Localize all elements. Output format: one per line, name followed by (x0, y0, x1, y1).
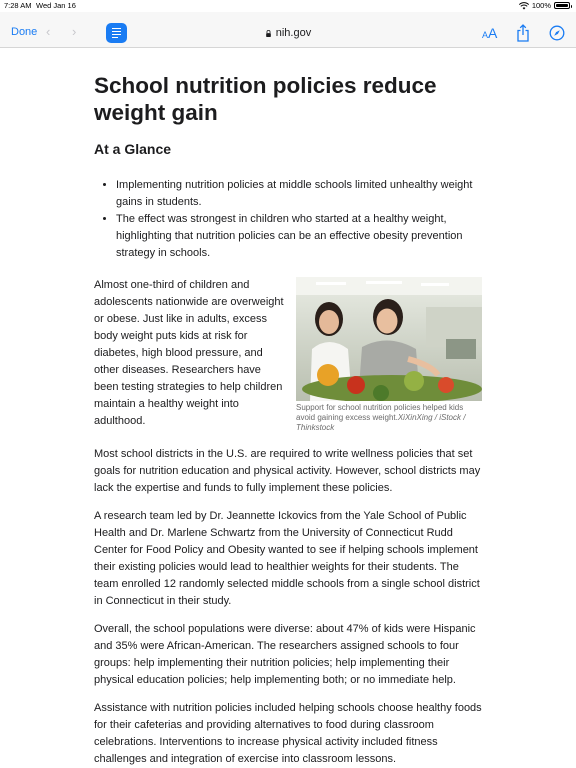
article (94, 72, 486, 768)
status-date: Wed Jan 16 (36, 1, 76, 10)
glance-list (94, 177, 486, 262)
intro-paragraph: Almost one-third of children and adolescents nationwide are overweight or obese. Just like in adults, excess body weight puts kids at risk for diabetes, high blood pressure, and other diseases. Researchers have been testing strategies to help children maintain a healthy weight into adulthood. (94, 279, 284, 427)
text-size-button[interactable] (482, 26, 497, 40)
photo-credit: XiXinXing / iStock / Thinkstock (296, 413, 466, 432)
article-title: School nutrition policies reduce weight gain (94, 73, 437, 125)
compass-icon[interactable] (549, 25, 565, 41)
list-item: • Implementing nutrition policies at middle schools limited unhealthy weight gains in students. (116, 177, 486, 211)
caption-text: Support for school nutrition policies helped kids avoid gaining excess weight. (296, 403, 464, 422)
aa-large-label: A (488, 25, 498, 41)
body-paragraph: Most school districts in the U.S. are required to write wellness policies that set goals for nutrition education and physical activity. However, school districts may lack the expertise and funds to fully implement these policies. (94, 448, 481, 494)
body-paragraph: Overall, the school populations were diverse: about 47% of kids were Hispanic and 35% were African-American. The researchers assigned schools to four groups: help implementing their nutrition policies; help implementing their physical education policies; help implementing both; or no immediate help. (94, 623, 476, 686)
body-paragraph: A research team led by Dr. Jeannette Ickovics from the Yale School of Public Health and Dr. Marlene Schwartz from the University of Connecticut Rudd Center for Food Policy and Obesity wanted to see if helping schools implement their existing policies would lead to healthier weights for their students. The team enrolled 12 randomly selected middle schools from a single school district in Connecticut in their study. (94, 510, 480, 607)
url-text: nih.gov (275, 27, 312, 39)
aa-small-label: A (482, 30, 489, 40)
forward-arrow-icon[interactable]: › (72, 24, 77, 39)
figure-caption (296, 403, 482, 433)
intro-section (94, 277, 486, 435)
body-paragraph: Assistance with nutrition policies included helping schools choose healthy foods for their cafeterias and providing alternatives to food during classroom celebrations. Interventions to increase physical activity included fitness challenges and integration of exercise into classroom lessons. (94, 702, 482, 765)
glance-heading: At a Glance (94, 141, 172, 157)
wifi-icon (519, 2, 529, 10)
done-button[interactable]: Done (11, 26, 38, 38)
article-figure (296, 277, 482, 433)
share-icon[interactable] (516, 24, 530, 42)
browser-toolbar (0, 12, 576, 48)
students-photo (296, 277, 482, 401)
status-time: 7:28 AM (4, 1, 32, 10)
battery-icon (554, 2, 570, 9)
lock-icon (265, 30, 272, 37)
back-arrow-icon[interactable]: ‹ (46, 24, 51, 39)
status-bar (0, 0, 576, 12)
battery-percent: 100% (531, 1, 551, 10)
status-right (519, 1, 570, 10)
list-item: • The effect was strongest in children who started at a healthy weight, highlighting that nutrition policies can be an effective obesity prevention strategy in schools. (116, 211, 486, 262)
